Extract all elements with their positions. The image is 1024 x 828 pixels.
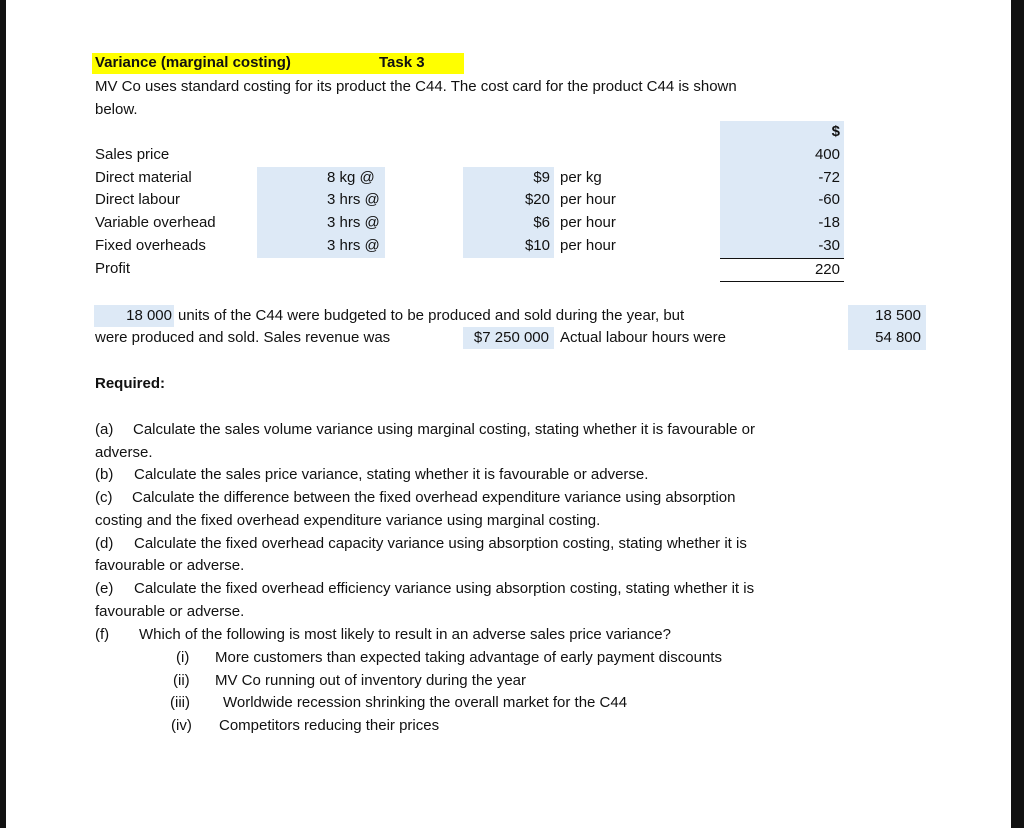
cost-unit: per hour bbox=[560, 214, 616, 231]
intro-text-line2: below. bbox=[95, 101, 138, 118]
actual-hours: 54 800 bbox=[875, 329, 921, 346]
cost-qty: 3 hrs @ bbox=[327, 237, 380, 254]
cost-qty: 3 hrs @ bbox=[327, 191, 380, 208]
cost-amount: 400 bbox=[814, 146, 840, 163]
cost-label: Fixed overheads bbox=[95, 237, 206, 254]
budget-text-line2: were produced and sold. Sales revenue was bbox=[95, 329, 391, 346]
required-heading: Required: bbox=[95, 375, 166, 392]
question-text: Calculate the difference between the fixed overhead expenditure variance using absorption bbox=[132, 489, 736, 506]
currency-header: $ bbox=[831, 123, 840, 140]
question-text: Calculate the sales volume variance using marginal costing, stating whether it is favourable or bbox=[133, 421, 755, 438]
sales-revenue: $7 250 000 bbox=[473, 329, 549, 346]
option-num: (iv) bbox=[171, 717, 192, 734]
option-num: (i) bbox=[176, 649, 190, 666]
intro-text-line1: MV Co uses standard costing for its product the C44. The cost card for the product C44 is shown bbox=[95, 78, 737, 95]
question-text-cont: adverse. bbox=[95, 444, 153, 461]
cost-rate: $20 bbox=[524, 191, 550, 208]
option-text: MV Co running out of inventory during the year bbox=[215, 672, 527, 689]
question-text: Calculate the fixed overhead capacity variance using absorption costing, stating whether it is bbox=[134, 535, 747, 552]
page-title: Variance (marginal costing) bbox=[95, 54, 291, 71]
cost-label: Direct material bbox=[95, 169, 192, 186]
cost-rate: $9 bbox=[533, 169, 550, 186]
question-label: (a) bbox=[95, 421, 114, 438]
cost-label: Profit bbox=[95, 260, 131, 277]
cost-rate: $6 bbox=[533, 214, 550, 231]
actual-units: 18 500 bbox=[875, 307, 921, 324]
option-text: More customers than expected taking advantage of early payment discounts bbox=[215, 649, 722, 666]
total-rule bbox=[720, 258, 844, 259]
cost-label: Variable overhead bbox=[95, 214, 216, 231]
question-label: (d) bbox=[95, 535, 114, 552]
budget-units: 18 000 bbox=[126, 307, 172, 324]
question-label: (f) bbox=[95, 626, 110, 643]
cost-unit: per hour bbox=[560, 237, 616, 254]
page-edge-left bbox=[0, 0, 6, 828]
page-edge-right bbox=[1011, 0, 1024, 828]
cost-amount: -72 bbox=[818, 169, 840, 186]
cost-unit: per kg bbox=[560, 169, 602, 186]
question-text: Calculate the fixed overhead efficiency variance using absorption costing, stating whether it is bbox=[134, 580, 755, 597]
question-text: Which of the following is most likely to result in an adverse sales price variance? bbox=[139, 626, 671, 643]
question-label: (b) bbox=[95, 466, 114, 483]
cost-unit: per hour bbox=[560, 191, 616, 208]
cost-amount: -30 bbox=[818, 237, 840, 254]
option-num: (ii) bbox=[173, 672, 190, 689]
cost-qty: 3 hrs @ bbox=[327, 214, 380, 231]
question-text-cont: favourable or adverse. bbox=[95, 557, 245, 574]
cost-label: Direct labour bbox=[95, 191, 181, 208]
option-text: Competitors reducing their prices bbox=[219, 717, 440, 734]
total-underline bbox=[720, 281, 844, 282]
budget-text-line1: units of the C44 were budgeted to be produced and sold during the year, but bbox=[178, 307, 685, 324]
question-label: (e) bbox=[95, 580, 114, 597]
task-label: Task 3 bbox=[379, 54, 425, 71]
question-text-cont: costing and the fixed overhead expenditure variance using marginal costing. bbox=[95, 512, 601, 529]
question-text: Calculate the sales price variance, stating whether it is favourable or adverse. bbox=[134, 466, 649, 483]
question-label: (c) bbox=[95, 489, 113, 506]
labour-hours-text: Actual labour hours were bbox=[560, 329, 726, 346]
cost-amount: -18 bbox=[818, 214, 840, 231]
question-text-cont: favourable or adverse. bbox=[95, 603, 245, 620]
cost-label: Sales price bbox=[95, 146, 170, 163]
cost-amount: -60 bbox=[818, 191, 840, 208]
option-text: Worldwide recession shrinking the overall market for the C44 bbox=[223, 694, 628, 711]
option-num: (iii) bbox=[170, 694, 190, 711]
cost-qty: 8 kg @ bbox=[327, 169, 375, 186]
cost-rate: $10 bbox=[524, 237, 550, 254]
cost-amount: 220 bbox=[814, 261, 840, 278]
